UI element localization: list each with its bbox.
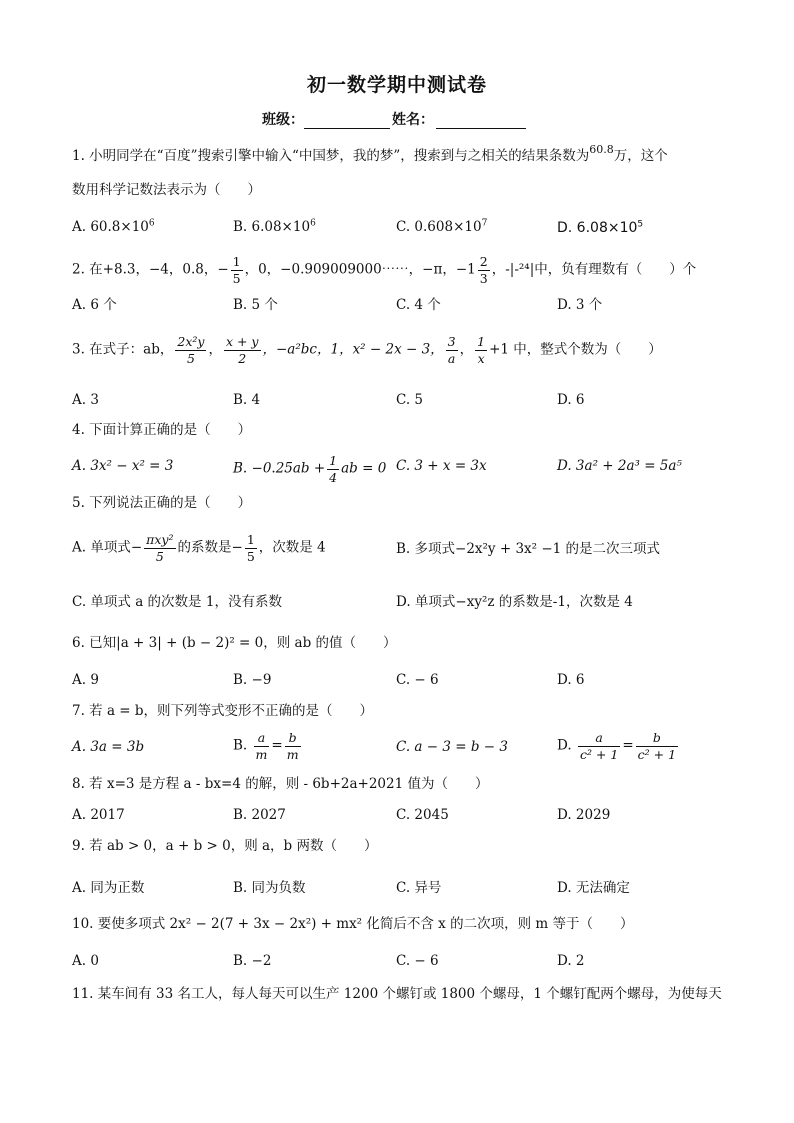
q3-option-b[interactable]: B. 4 [233, 392, 261, 408]
q9-option-d[interactable]: D. 无法确定 [557, 880, 630, 896]
q2-option-c[interactable]: C. 4 个 [396, 297, 441, 313]
q2-option-a[interactable]: A. 6 个 [72, 297, 117, 313]
q5-option-c[interactable]: C. 单项式 a 的次数是 1，没有系数 [72, 594, 282, 610]
question-1-stem-2: 数用科学记数法表示为（ ） [72, 182, 261, 198]
q7-option-d[interactable]: D. $\frac{a}{\text{c² + 1}}$ = $\frac{b}{\text{c² + 1}}$ [557, 730, 677, 762]
student-info-line [262, 109, 528, 129]
question-4-stem: 4. 下面计算正确的是（ ） [72, 422, 252, 438]
question-1-stem: 1. 小明同学在“百度”搜索引擎中输入“中国梦，我的梦”，搜索到与之相关的结果条数为$^{60.8}$万，这个 [72, 142, 668, 164]
q10-option-b[interactable]: B. −2 [233, 953, 272, 969]
q8-option-d[interactable]: D. 2029 [557, 807, 611, 823]
q3-option-c[interactable]: C. 5 [396, 392, 424, 408]
q1-option-a[interactable]: A. $60.8\times 10^6$ [72, 218, 155, 235]
q1-value: 60.8 [589, 142, 614, 156]
page-title: 初一数学期中测试卷 [306, 74, 487, 96]
q6-option-b[interactable]: B. −9 [233, 672, 272, 688]
q3-option-a[interactable]: A. 3 [72, 392, 99, 408]
q4-option-b[interactable]: B. −0.25ab + $\frac{1}{4}$ ab = 0 [233, 453, 387, 485]
q8-option-a[interactable]: A. 2017 [72, 807, 125, 823]
question-8-stem: 8. 若 x=3 是方程 a - bx=4 的解，则 - 6b+2a+2021 值为（ ） [72, 776, 489, 792]
question-10-stem: 10. 要使多项式 2x² − 2(7 + 3x − 2x²) + mx² 化简后不含 x 的二次项，则 m 等于（ ） [72, 916, 634, 932]
q7-option-c[interactable]: C. a − 3 = b − 3 [396, 739, 508, 755]
q7-option-a[interactable]: A. 3a = 3b [72, 739, 145, 755]
q5-option-a[interactable]: A. 单项式− $\frac{\text{πxy²}}{5}$ 的系数是− $\frac{1}{5}$ ，次数是 4 [72, 532, 326, 564]
q5-option-d[interactable]: D. 单项式−xy²z 的系数是-1，次数是 4 [396, 594, 633, 610]
q4-option-a[interactable]: A. 3x² − x² = 3 [72, 458, 174, 474]
question-6-stem: 6. 已知|a + 3| + (b − 2)² = 0，则 ab 的值（ ） [72, 635, 397, 651]
q9-option-b[interactable]: B. 同为负数 [233, 880, 306, 896]
q1-option-b[interactable]: B. $6.08\times 10^6$ [233, 218, 316, 235]
name-blank[interactable] [436, 114, 526, 129]
class-blank[interactable] [304, 114, 390, 129]
question-3-stem: 3. 在式子：ab， $\frac{\text{2x²y}}{5}$ ， $\frac{x + y}{2}$ ，−a²bc，1，x² − 2x − 3， $\frac{3}{a}$ ， $\frac{1}{x}$ +1 中，整式个数为（ ） [72, 334, 662, 366]
q8-option-c[interactable]: C. 2045 [396, 807, 449, 823]
question-5-stem: 5. 下列说法正确的是（ ） [72, 495, 252, 511]
q10-option-c[interactable]: C. − 6 [396, 953, 439, 969]
q5-option-b[interactable]: B. 多项式−2x²y + 3x² −1 的是二次三项式 [396, 541, 661, 557]
q2-option-b[interactable]: B. 5 个 [233, 297, 278, 313]
q10-option-d[interactable]: D. 2 [557, 953, 585, 969]
name-label: 姓名： [392, 112, 434, 128]
q9-option-c[interactable]: C. 异号 [396, 880, 442, 896]
q6-option-a[interactable]: A. 9 [72, 672, 99, 688]
q1-option-d[interactable]: D. $6.08\times 10^5$ [557, 219, 644, 236]
q3-option-d[interactable]: D. 6 [557, 392, 585, 408]
q7-option-b[interactable]: B. $\frac{a}{m}$ = $\frac{b}{m}$ [233, 730, 299, 762]
q4-option-c[interactable]: C. 3 + x = 3x [396, 458, 487, 474]
q10-option-a[interactable]: A. 0 [72, 953, 99, 969]
q2-option-d[interactable]: D. 3 个 [557, 297, 603, 313]
class-label: 班级： [262, 112, 304, 128]
q6-option-d[interactable]: D. 6 [557, 672, 585, 688]
question-9-stem: 9. 若 ab > 0，a + b > 0，则 a，b 两数（ ） [72, 838, 378, 854]
q6-option-c[interactable]: C. − 6 [396, 672, 439, 688]
question-11-stem: 11. 某车间有 33 名工人，每人每天可以生产 1200 个螺钉或 1800 个螺母，1 个螺钉配两个螺母，为使每天 [72, 986, 722, 1002]
q9-option-a[interactable]: A. 同为正数 [72, 880, 145, 896]
q1-option-c[interactable]: C. $0.608\times 10^7$ [396, 218, 488, 235]
question-2-stem: 2. 在+8.3，−4，0.8，− $\frac{1}{5}$ ，0，−0.909009000⋯⋯，−π，−1 $\frac{2}{3}$ ，-|-²⁴|中，负有理数有（ ）个 [72, 254, 697, 286]
q8-option-b[interactable]: B. 2027 [233, 807, 286, 823]
question-7-stem: 7. 若 a = b，则下列等式变形不正确的是（ ） [72, 703, 374, 719]
q4-option-d[interactable]: D. 3a² + 2a³ = 5a⁵ [557, 458, 682, 474]
